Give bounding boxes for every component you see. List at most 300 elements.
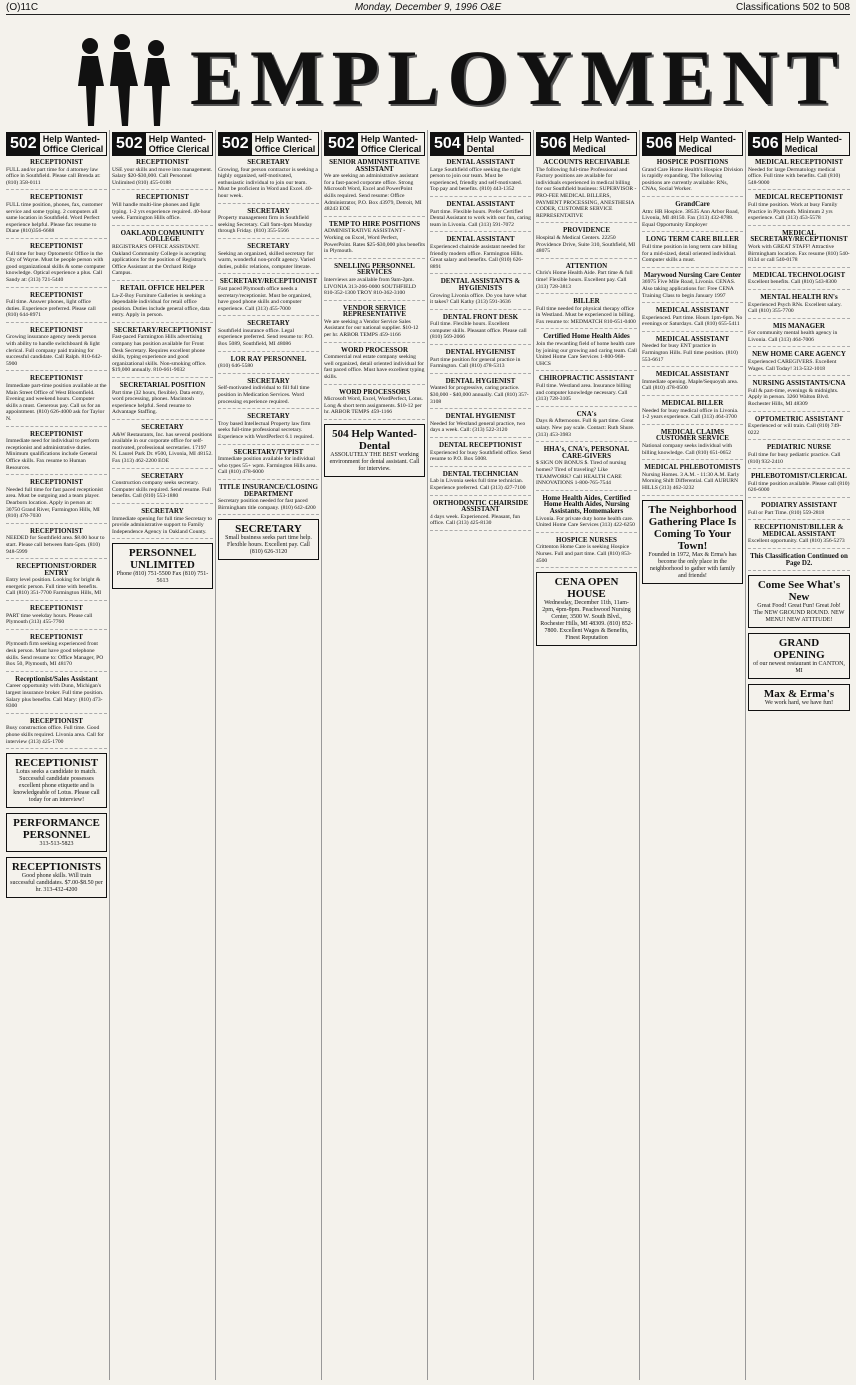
classified-ad	[6, 605, 107, 630]
ad-heading: WORD PROCESSORS	[339, 387, 410, 396]
classified-ad	[536, 298, 637, 329]
section-number: 506	[749, 133, 782, 155]
ad-heading: SECRETARY	[141, 471, 184, 480]
ad-body: Secretary position needed for fast paced Birmingham title company. (810) 642-4200	[218, 498, 316, 511]
ad-heading: MENTAL HEALTH RN's	[760, 292, 838, 301]
ad-heading: RECEPTIONIST	[30, 158, 83, 166]
display-ad-title: PERSONNEL UNLIMITED	[128, 547, 197, 572]
display-ad-text: of our newest restaurant in CANTON, MI	[753, 661, 845, 675]
classified-ad	[430, 442, 531, 467]
ad-heading: RECEPTIONIST	[136, 158, 189, 166]
classified-ad	[218, 413, 319, 444]
ad-heading: OAKLAND COMMUNITY COLLEGE	[120, 228, 205, 244]
classified-ad	[112, 382, 213, 420]
display-ad-box	[536, 572, 637, 646]
page-header	[6, 0, 850, 15]
section-title: Help Wanted-Office Clerical	[360, 134, 422, 154]
ad-heading: RECEPTIONIST	[30, 429, 83, 438]
classified-ad	[430, 314, 531, 345]
ad-body: Full time position. Work at busy Family Practice in Plymouth. Minimum 2 yrs experience. Call (313) 453-5578	[748, 201, 838, 222]
classified-ad	[748, 194, 850, 225]
ad-body: La-Z-Boy Furniture Galleries is seeking a dependable individual for retail office position. Duties include general office, data entry. Apply in person.	[112, 292, 210, 319]
section-number: 504	[431, 133, 464, 155]
ad-body: Hospital & Medical Centers. 22250 Providence Drive, Suite 310, Southfield, MI 48075	[536, 234, 636, 255]
ad-heading: DENTAL ASSISTANTS & HYGIENISTS	[440, 277, 521, 292]
ad-body: Full or Part Time. (810) 559-2818	[748, 509, 825, 516]
classified-ad	[748, 473, 850, 498]
classified-ad	[112, 159, 213, 190]
ad-heading: MEDICAL ASSISTANT	[655, 306, 730, 315]
ad-body: Construction company seeks secretary. Computer skills required. Send resume. Full benefits. Call (810) 553-1880	[112, 480, 211, 500]
classified-ad	[430, 471, 531, 496]
display-ad-title: Come See What's New	[757, 579, 841, 604]
classified-ad	[748, 524, 850, 549]
ad-heading: ACCOUNTS RECEIVABLE	[543, 158, 630, 166]
ad-body: For community mental health agency in Livonia. Call (313) 464-7006	[748, 330, 838, 343]
classified-ad	[6, 327, 107, 372]
classified-ad	[642, 236, 743, 267]
ad-heading: DENTAL TECHNICIAN	[442, 469, 519, 478]
classified-ad	[218, 320, 319, 351]
ad-heading: TITLE INSURANCE/CLOSING DEPARTMENT	[219, 482, 318, 498]
display-ad-title: GRAND OPENING	[773, 637, 825, 662]
ad-body: Attn: HR Hospice. 38535 Ann Arbor Road, Livonia, MI 48150. Fax (313) 432-8788. Equal Opportunity Employer	[642, 208, 739, 228]
classified-ad	[324, 263, 425, 301]
section-title: Help Wanted-Office Clerical	[42, 134, 104, 154]
classified-ad	[536, 495, 637, 533]
ad-body: FULL and/or part time for 4 attorney law office in Southfield. Please call Brenda at: (810) 358-0111	[6, 166, 101, 186]
section-header	[112, 132, 213, 156]
classified-ad	[6, 479, 107, 524]
ad-body: Seeking an organized, skilled secretary for warm, wonderful non-profit agency. Varied duties, public relations, computer literate.	[218, 250, 315, 270]
ad-body: Will handle multi-line phones and light typing. 1-2 yrs experience required. 40-hour week. Farmington Hills office.	[112, 201, 211, 222]
header-page-number: (O)11C	[6, 1, 39, 13]
ad-heading: BILLER	[573, 297, 600, 306]
display-ad-text: Wednesday, December 11th, 11am-2pm, 4pm-8pm. Peachwood Nursing Center, 3500 W. South Blvd., Rochester Hills, MI 48309. (810) 852-7800. Excellent Wages & Benefits, Finest Reputation	[540, 600, 633, 642]
classified-ad	[430, 349, 531, 374]
classified-ad	[748, 294, 850, 319]
classified-ad	[324, 347, 425, 385]
display-ad-box	[748, 575, 850, 628]
display-ad-box	[642, 500, 743, 584]
section-number: 506	[537, 133, 570, 155]
classified-ad	[748, 553, 850, 571]
classified-ad	[6, 194, 107, 239]
classified-ad	[112, 473, 213, 504]
ad-heading: RECEPTIONIST	[30, 478, 83, 487]
classified-ad	[536, 263, 637, 294]
classified-ad	[6, 159, 107, 190]
classified-ad	[112, 508, 213, 539]
classified-ad	[324, 159, 425, 217]
classified-ad	[112, 285, 213, 323]
classified-ad	[218, 484, 319, 515]
display-ad-title: Max & Erma's	[763, 688, 835, 701]
ad-heading: SNELLING PERSONNEL SERVICES	[334, 261, 415, 277]
classified-ad	[218, 243, 319, 274]
classified-ad	[6, 676, 107, 714]
ad-body: Growing insurance agency needs person with ability to handle switchboard & light clerical. Full company paid training for successful candidate. Call Ralph. 810-642-5900	[6, 334, 103, 367]
ad-heading: SECRETARY/RECEPTIONIST	[219, 277, 318, 286]
ad-heading: HOSPICE NURSES	[556, 535, 617, 544]
section-title: Help Wanted-Medical	[572, 134, 630, 154]
classified-ad	[536, 446, 637, 491]
classified-ad	[642, 371, 743, 396]
ad-body: Fast paced Plymouth office needs a secretary/receptionist. Must be organized, have good phone skills and computer experience. Call (313) 455-7000	[218, 285, 312, 312]
ad-body: Join the rewarding field of home health care by joining our growing and caring team. Call United Home Care Services 1-800-968-UHCS	[536, 341, 637, 367]
classified-ad	[536, 159, 637, 223]
ad-heading: MEDICAL BILLER	[661, 399, 724, 408]
classified-ad	[6, 431, 107, 476]
ad-body: Lab in Livonia seeks full time technician. Experience preferred. Call (313) 427-7100	[430, 478, 526, 491]
ad-heading: RECEPTIONIST	[30, 604, 83, 613]
display-ad-box	[748, 633, 850, 679]
ad-heading: NEW HOME CARE AGENCY	[752, 350, 846, 359]
ad-body: Needed for Westland general practice, two days a week. Call: (313) 522-3120	[430, 420, 526, 434]
section-title: Help Wanted-Office Clerical	[148, 134, 210, 154]
ad-body: Plymouth firm seeking experienced front desk person. Must have good telephone skills. Send resume to: Office Manager, PO Box 50, Plymouth, MI 48170	[6, 641, 104, 668]
classified-ad	[6, 563, 107, 601]
ad-heading: TEMP TO HIRE POSITIONS	[329, 219, 420, 228]
ad-heading: MEDICAL PHLEBOTOMISTS	[644, 463, 741, 472]
classified-ad	[642, 400, 743, 425]
ad-heading: RECEPTIONIST	[30, 526, 83, 535]
ad-heading: MEDICAL RECEPTIONIST	[754, 158, 844, 166]
display-ad-text: Small business seeks part time help. Flexible hours. Excellent pay. Call (810) 626-3120	[225, 535, 312, 556]
ad-body: We are seeking an administrative assistant for a fast-paced corporate office. Strong Microsoft Word, Excel and PowerPoint skills required. Send resume: Office Administrator, P.O. Box 43979, Detroit, MI 48243 EOE	[324, 173, 422, 213]
ad-heading: DENTAL ASSISTANT	[446, 158, 515, 166]
ad-body: Southfield insurance office. Legal experience preferred. Send resume to: P.O. Box 5089, Southfield, MI 48086	[218, 327, 314, 348]
ad-body: Experienced or will train. Call (810) 749-0222	[748, 423, 842, 436]
ad-body: Full time needed for physical therapy office in Westland. Must be experienced in billing. Fax resume to: MEDMATCH 810-651-0400	[536, 305, 636, 325]
classified-ad	[6, 375, 107, 426]
ad-body: Chris's Home Health Aide. Part time & full time! Flexible hours. Excellent pay. Call (313) 728-3813	[536, 270, 633, 290]
ad-heading: NURSING ASSISTANTS/CNA	[752, 379, 846, 388]
classified-column	[428, 130, 534, 1380]
classified-ad	[324, 305, 425, 343]
ad-body: Troy based Intellectual Property law firm seeks full-time professional secretary. Experience with WordPerfect 6.1 required.	[218, 420, 314, 440]
ad-body: Immediate opening for full time Secretary to provide administrative support to Family Independence Agency in Oakland County.	[112, 515, 213, 535]
section-number: 502	[219, 133, 252, 155]
ad-heading: DENTAL RECEPTIONIST	[439, 441, 522, 449]
ad-body: Interviews are available from 9am-2pm. LIVONIA 313-266-0000 SOUTHFIELD 810-352-1300 TROY 810-362-3100	[324, 276, 416, 297]
ad-body: Immediate part-time position available at the Main Street Office of West Bloomfield. Evening and weekend hours. Computer skills a must. Generous pay. Call us for an appointment. (810) 626-4000 ask for Taylor N.	[6, 383, 107, 422]
ad-heading: WORD PROCESSOR	[340, 345, 409, 354]
classified-ad	[218, 159, 319, 204]
ad-body: REGISTRAR'S OFFICE ASSISTANT. Oakland Community College is accepting applications for the position of Registrar's Office Assistant at the Orchard Ridge Campus.	[112, 243, 206, 277]
section-number: 502	[325, 133, 358, 155]
classified-columns	[4, 130, 852, 1380]
ad-body: Full & part-time, evenings & midnights. Apply in person. 3260 Walton Blvd. Rochester Hills, MI 48309	[748, 387, 839, 408]
classified-ad	[748, 416, 850, 441]
ad-body: Full time for busy Optometric Office in the City of Wayne. Must be people person with good organizational skills & some computer knowledge. Optical experience a plus. Call Sandy at: (313) 721-5440	[6, 250, 106, 283]
ad-body: Property management firm in Southfield seeking Secretary. Call 9am-4pm Monday through Friday. (810) 355-5566	[218, 215, 313, 235]
display-ad-text: Phone (810) 751-5500 Fax (810) 751-5613	[116, 571, 209, 585]
section-header	[536, 132, 637, 156]
ad-heading: RECEPTIONIST/BILLER & MEDICAL ASSISTANT	[754, 523, 844, 538]
ad-heading: DENTAL FRONT DESK	[442, 312, 519, 321]
classified-ad	[6, 634, 107, 672]
classified-ad	[748, 380, 850, 411]
ad-body: ADMINISTRATIVE ASSISTANT - Working on Excel, Word Perfect, PowerPoint. Rates $25-$30,000 plus benefits in Plymouth.	[324, 228, 425, 255]
ad-body: Fast-paced Farmington Hills advertising company has position available for Front Desk Secretary. Requires excellent phone skills, typing experience and good organizational skills. Non-smoking office. $19,000 annually. 810-661-9032	[112, 334, 207, 374]
display-ad-box	[324, 424, 425, 477]
ad-heading: This Classification Continued on Page D2.	[750, 551, 848, 567]
ad-heading: MEDICAL ASSISTANT	[655, 334, 730, 343]
section-number: 506	[643, 133, 676, 155]
ad-body: $ SIGN ON BONUS $. Tired of nursing homes? Tired of traveling? Like TEAMWORK? Call HEALTH CARE INNOVATIONS 1-800-765-7544	[536, 460, 627, 487]
ad-heading: MEDICAL RECEPTIONIST	[754, 193, 844, 202]
classified-ad	[642, 201, 743, 232]
classified-ad	[218, 208, 319, 239]
ad-heading: Certified Home Health Aides	[543, 332, 630, 341]
ad-body: Excellent benefits. Call (810) 543-8300	[748, 279, 837, 286]
ad-heading: RETAIL OFFICE HELPER	[120, 283, 205, 292]
ad-heading: Receptionist/Sales Assistant	[15, 674, 98, 683]
ad-body: FULL time position, phones, fax, customer service and some typing. 2 computers all same location in Southfield. Word Perfect experience helpful. Please fax resume to Diane (810)356-6688	[6, 201, 103, 235]
display-ad-title: 504 Help Wanted-Dental	[332, 428, 417, 452]
ad-body: Experienced Psych RNs. Excellent salary. Call (810) 355-7700	[748, 301, 842, 315]
ad-heading: SECRETARY	[247, 241, 290, 250]
ad-body: Full time. Answer phones, light office duties. Experience preferred. Please call (810) 644-8971	[6, 299, 96, 319]
classified-column	[4, 130, 110, 1380]
classified-ad	[112, 424, 213, 469]
classified-ad	[748, 159, 850, 190]
display-ad-text: 313-513-5823	[39, 841, 74, 848]
classified-ad	[536, 375, 637, 406]
ad-body: Needed for large Dermatology medical office. Full time with benefits. Call (810) 548-9000	[748, 166, 841, 186]
classified-ad	[430, 159, 531, 197]
ad-body: Microsoft Word, Excel, WordPerfect, Lotus. Long & short term assignments. $10-12 per hr. ARBOR TEMPS 459-1166	[324, 396, 423, 416]
ad-heading: PHLEBOTOMIST/CLERICAL	[751, 472, 847, 481]
ad-heading: RECEPTIONIST	[30, 632, 83, 641]
display-ad-box	[6, 753, 107, 808]
display-ad-text: Great Food! Great Fun! Great Job! The NEW GROUND ROUND. NEW MENU! NEW ATTITUDE!	[753, 603, 845, 624]
ad-body: (810) 646-5580	[218, 363, 253, 370]
ad-heading: RECEPTIONIST	[30, 374, 83, 383]
ad-heading: SECRETARY/RECEPTIONIST	[113, 325, 212, 334]
classified-column	[746, 130, 852, 1380]
ad-body: PART time weekday hours. Please call Plymouth (313) 455-7760	[6, 612, 93, 626]
ad-body: Busy construction office. Full time. Good phone skills required. Livonia area. Call for interview (313) 425-1700	[6, 725, 104, 745]
ad-heading: SECRETARIAL POSITION	[119, 381, 206, 390]
ad-heading: MEDICAL SECRETARY/RECEPTIONIST	[750, 228, 848, 244]
classified-ad	[642, 464, 743, 495]
ad-body: Part time position for general practice in Farmington. Call (810) 478-5313	[430, 356, 521, 370]
ad-body: Full time position available. Please call (810) 626-6000	[748, 480, 850, 494]
ad-body: Experienced chairside assistant needed for friendly modern office. Farmington Hills. Great salary and benefits. Call (810) 626-8891	[430, 243, 526, 270]
display-ad-title: PERFORMANCE PERSONNEL	[13, 817, 100, 842]
ad-body: 4 days week. Experienced. Pleasant, fun office. Call (313) 425-8130	[430, 513, 521, 527]
classified-ad	[642, 159, 743, 197]
classified-ad	[642, 307, 743, 332]
classified-ad	[112, 194, 213, 225]
ad-body: Immediate position available for individual who types 55+ wpm. Farmington Hills area. Call (810) 478-6000	[218, 456, 317, 476]
ad-heading: LONG TERM CARE BILLER	[645, 235, 740, 244]
ad-heading: SECRETARY	[247, 206, 290, 215]
ad-body: Days & Afternoons. Full & part time. Great salary. New pay scale. Contact: Ruth Shure. (313) 453-3983	[536, 418, 635, 438]
classified-ad	[112, 327, 213, 378]
ad-body: Career opportunity with Dunn, Michigan's largest insurance broker. Full time position. Salary plus benefits. Call Mary: (810) 473-8300	[6, 683, 104, 710]
ad-body: Needed for busy ENT practice in Farmington Hills. Full time position. (810) 553-6617	[642, 343, 738, 363]
ad-body: Grand Care Home Health's Hospice Division is rapidly expanding. The following positions are currently available: RNs, CNAs, Social Worker.	[642, 166, 743, 193]
classified-ad	[748, 502, 850, 520]
classified-ad	[324, 221, 425, 259]
ad-heading: PROVIDENCE	[562, 226, 611, 235]
masthead-title: EMPLOYMENT	[190, 34, 847, 121]
ad-heading: MEDICAL TECHNOLOGIST	[752, 270, 846, 279]
ad-body: Wanted for progressive, caring practice. $30,000 - $40,000 annually. Call (810) 357-3108	[430, 385, 529, 405]
ad-heading: GrandCare	[675, 199, 710, 208]
classified-ad	[218, 356, 319, 374]
section-number: 502	[113, 133, 146, 155]
classified-ad	[430, 413, 531, 438]
employment-masthead	[70, 28, 847, 128]
ad-body: Immediate opening. Maple/Sequoyah area. Call (810) 478-0500	[642, 378, 739, 392]
ad-heading: SECRETARY	[141, 506, 184, 515]
ad-body: Experienced. Part time. Hours 1pm-6pm. No evenings or Saturdays. Call (810) 655-5411	[642, 314, 743, 328]
classified-column	[640, 130, 746, 1380]
ad-heading: CHIROPRACTIC ASSISTANT	[538, 374, 635, 383]
display-ad-title: SECRETARY	[235, 523, 302, 536]
ad-heading: PEDIATRIC NURSE	[766, 443, 832, 452]
ad-body: 36975 Five Mile Road, Livonia. CENAS. Also taking applications for: Free CENA Training Class to begin January 1997	[642, 279, 736, 299]
ad-body: Part time. Flexible hours. Prefer Certified Dental Assistant to work with our fun, caring team in Livonia. Call (313) 591-7072	[430, 208, 531, 228]
ad-heading: RECEPTIONIST	[30, 241, 83, 250]
section-title: Help Wanted-Dental	[466, 134, 524, 154]
ad-heading: RECEPTIONIST/ORDER ENTRY	[16, 562, 97, 577]
section-header	[430, 132, 531, 156]
display-ad-title: The Neighborhood Gathering Place Is Coming To Your Town!	[648, 503, 737, 552]
display-ad-text: We work hard, we have fun!	[764, 700, 834, 707]
ad-heading: SECRETARY	[247, 319, 290, 328]
classified-ad	[536, 537, 637, 568]
display-ad-text: ASSOLUTELY THE BEST working environment for dental assistant. Call for interview.	[329, 452, 420, 472]
display-ad-box	[748, 684, 850, 711]
ad-body: Excellent opportunity. Call (810) 356-5273	[748, 538, 845, 545]
ad-heading: Home Health Aides, Certified Home Health Aides, Nursing Assistants, Homemakers	[542, 493, 631, 515]
header-classifications: Classifications 502 to 508	[736, 1, 850, 13]
ad-body: Full time position in long term care billing for a mid-sized, detail oriented individual. Computer skills a must.	[642, 243, 738, 264]
ad-heading: SECRETARY	[247, 376, 290, 385]
display-ad-title: RECEPTIONIST	[14, 757, 99, 770]
ad-body: Needed full time for fast paced receptionist area. Must be outgoing and a team player. Dearborn location. Apply in person at: 30750 Grand River, Farmington Hills, MI (810) 478-7030	[6, 486, 103, 520]
ad-body: Full time. Westland area. Insurance billing and computer knowledge necessary. Call (313) 728-3105	[536, 383, 631, 403]
section-title: Help Wanted-Office Clerical	[254, 134, 316, 154]
ad-body: Growing Livonia office. Do you have what it takes? Call Kathy (313) 591-3636	[430, 292, 527, 306]
section-header	[642, 132, 743, 156]
ad-heading: SECRETARY	[141, 423, 184, 431]
classified-ad	[6, 528, 107, 559]
section-number: 502	[7, 133, 40, 155]
classified-column	[110, 130, 216, 1380]
ad-heading: CNA's	[576, 409, 597, 418]
classified-ad	[536, 333, 637, 371]
ad-body: We are seeking a Vendor Service Sales Assistant for our national supplier. $10-12 per hr. ARBOR TEMPS 459-1166	[324, 318, 419, 339]
classified-ad	[430, 500, 531, 531]
ad-heading: DENTAL HYGIENIST	[445, 412, 516, 421]
ad-heading: SECRETARY	[247, 412, 290, 421]
classified-ad	[430, 378, 531, 409]
ad-body: Growing, four person contractor is seeking a highly organized, self-motivated, enthusiastic individual to join our team. Must be proficient in Word and Excel. 40-hour week.	[218, 166, 318, 199]
ad-heading: ATTENTION	[565, 261, 608, 270]
ad-heading: RECEPTIONIST	[30, 290, 83, 299]
classified-ad	[324, 389, 425, 420]
ad-heading: MIS MANAGER	[773, 321, 825, 330]
ad-body: Experienced for busy Southfield office. Send resume to P.O. Box 5008.	[430, 449, 531, 463]
ad-body: A&W Restaurants, Inc. has several positions available in our corporate office for self-motivated, professional secretaries. 17197 N. Laurel Park Dr. #500, Livonia, MI 48152. Fax (313) 462-2200 EOE	[112, 431, 213, 464]
section-title: Help Wanted-Medical	[678, 134, 736, 154]
ad-heading: PODIATRY ASSISTANT	[760, 500, 838, 509]
display-ad-box	[112, 543, 213, 589]
ad-body: Full time. Flexible hours. Excellent computer skills. Pleasant office. Please call (810) 569-2066	[430, 321, 527, 341]
classified-ad	[748, 351, 850, 376]
ad-heading: RECEPTIONIST	[136, 193, 189, 202]
classified-ad	[6, 243, 107, 288]
display-ad-box	[6, 857, 107, 898]
classified-ad	[6, 292, 107, 323]
ad-heading: DENTAL HYGIENIST	[445, 376, 516, 385]
ad-heading: RECEPTIONIST	[30, 716, 83, 725]
classified-ad	[748, 323, 850, 348]
classified-ad	[642, 272, 743, 303]
ad-heading: SECRETARY	[247, 158, 290, 166]
ad-heading: HHA's, CNA's, PERSONAL CARE-GIVERS	[543, 445, 630, 460]
ad-body: Entry level position. Looking for bright & energetic person. Full time with benefits. Call (810) 351-7700 Farmington Hills, MI	[6, 577, 102, 597]
ad-body: Nursing Homes. 3 A.M. - 11:30 A.M. Early Morning Shift Differential. Call AUBURN HILLS (313) 462-3232	[642, 471, 740, 491]
ad-heading: RECEPTIONIST	[30, 193, 83, 202]
ad-body: USE your skills and move into management. Salary $20-$30,000. Call Personnel Unlimited (810) 455-0188	[112, 166, 213, 186]
classified-column	[322, 130, 428, 1380]
classified-ad	[218, 378, 319, 409]
section-header	[324, 132, 425, 156]
ad-heading: HOSPICE POSITIONS	[656, 158, 729, 166]
ad-body: Self-motivated individual to fill full time position in Medication Services. Word processing experience required.	[218, 385, 310, 405]
ad-body: Commercial real estate company seeking well organized, detail oriented individual for fast paced office. Must have excellent typing skills.	[324, 354, 425, 381]
ad-heading: Marywood Nursing Care Center	[643, 270, 742, 279]
display-ad-text: Good phone skills. Will train successful candidates. $7.00-$8.50 per hr. 313-432-4200	[10, 873, 103, 894]
classified-ad	[6, 718, 107, 749]
ad-heading: VENDOR SERVICE REPRESENTATIVE	[342, 303, 407, 319]
section-header	[748, 132, 850, 156]
section-header	[218, 132, 319, 156]
display-ad-title: RECEPTIONISTS	[11, 861, 102, 874]
classified-ad	[536, 227, 637, 258]
classified-ad	[430, 278, 531, 309]
classified-ad	[218, 449, 319, 480]
ad-heading: ORTHODONTIC CHAIRSIDE ASSISTANT	[432, 498, 529, 514]
display-ad-box	[218, 519, 319, 560]
ad-body: National company seeks individual with billing knowledge. Call (810) 651-0652	[642, 443, 733, 456]
header-date: Monday, December 9, 1996 O&E	[354, 1, 502, 13]
section-header	[6, 132, 107, 156]
ad-heading: MEDICAL CLAIMS CUSTOMER SERVICE	[656, 427, 729, 443]
display-ad-title: CENA OPEN HOUSE	[554, 576, 619, 601]
classified-ad	[748, 272, 850, 290]
ad-heading: DENTAL ASSISTANT	[446, 235, 515, 244]
ad-heading: RECEPTIONIST	[30, 325, 83, 334]
classified-ad	[430, 201, 531, 232]
ad-heading: SECRETARY/TYPIST	[233, 447, 304, 456]
ad-heading: MEDICAL ASSISTANT	[655, 370, 730, 379]
classified-ad	[642, 336, 743, 367]
ad-body: Part time (32 hours, flexible). Data entry, word processing, phones. Macintosh experience helpful. Send resume to Advantage Staffing.	[112, 389, 205, 416]
ad-heading: DENTAL HYGIENIST	[445, 348, 516, 357]
ad-heading: SENIOR ADMINISTRATIVE ASSISTANT	[329, 158, 420, 173]
display-ad-text: Lotus seeks a candidate to match. Successful candidate possesses excellent phone etiquette and is knowledgeable of Lotus. Please call today for an interview!	[13, 769, 100, 804]
classified-ad	[218, 278, 319, 316]
ad-body: Crittenton Home Care is seeking Hospice Nurses. Full and part time. Call (810) 853-4500	[536, 544, 632, 564]
